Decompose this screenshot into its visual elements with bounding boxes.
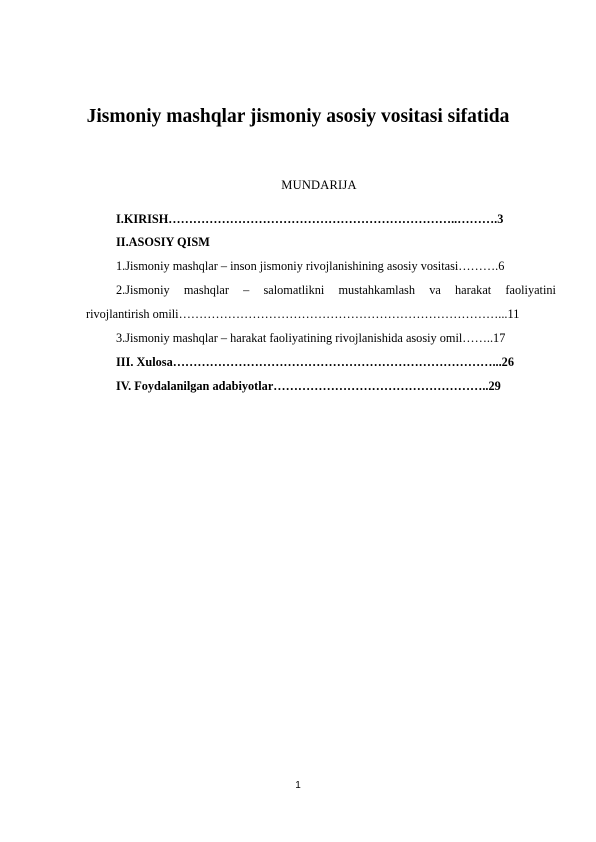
toc-word: mustahkamlash — [338, 283, 415, 297]
toc-entry-introduction: I.KIRISH……………………………………………………………..……….3 — [116, 212, 504, 226]
toc-entry-section-1: 1.Jismoniy mashqlar – inson jismoniy rivojlanishining asosiy vositasi……….6 — [116, 259, 505, 273]
toc-word: faoliyatini — [505, 283, 556, 297]
toc-word: harakat — [455, 283, 492, 297]
toc-entry-section-2-line-2: rivojlantirish omili……………………………………………………………………...11 — [86, 307, 520, 321]
toc-entry-references: IV. Foydalanilgan adabiyotlar……………………………………………..29 — [116, 379, 501, 393]
page-title: Jismoniy mashqlar jismoniy asosiy vositasi sifatida — [86, 106, 510, 127]
toc-entry-section-2-line-1 — [116, 282, 556, 298]
toc-word: va — [429, 283, 441, 297]
toc-entry-section-3: 3.Jismoniy mashqlar – harakat faoliyatining rivojlanishida asosiy omil……..17 — [116, 331, 506, 345]
toc-word: mashqlar — [183, 283, 229, 297]
toc-entry-main-part: II.ASOSIY QISM — [116, 235, 210, 249]
toc-word: salomatlikni — [263, 283, 325, 297]
toc-word: 2.Jismoniy — [116, 283, 170, 297]
toc-heading: MUNDARIJA — [281, 178, 357, 192]
toc-entry-conclusion: III. Xulosa……………………………………………………………………...26 — [116, 355, 514, 369]
page-number: 1 — [295, 780, 301, 791]
toc-word: – — [243, 283, 250, 297]
